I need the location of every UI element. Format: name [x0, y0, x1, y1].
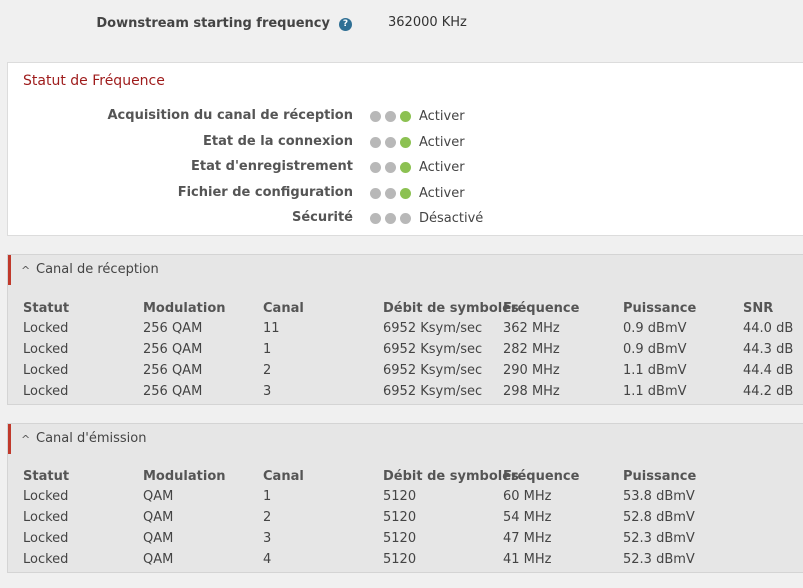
table-cell: 53.8 dBmV	[623, 489, 695, 504]
col-header-power: Puissance	[623, 301, 697, 316]
table-cell: 4	[263, 552, 272, 567]
frequency-status-title: Statut de Fréquence	[23, 73, 165, 89]
col-header-frequency: Fréquence	[503, 301, 580, 316]
status-dot-active-icon	[400, 162, 411, 173]
col-header-power: Puissance	[623, 469, 697, 484]
table-cell: QAM	[143, 489, 174, 504]
status-dot-active-icon	[400, 111, 411, 122]
table-cell: 11	[263, 321, 280, 336]
downstream-panel-header[interactable]	[8, 255, 803, 285]
table-cell: 256 QAM	[143, 384, 203, 399]
col-header-channel: Canal	[263, 301, 304, 316]
table-cell: 1.1 dBmV	[623, 363, 687, 378]
chevron-up-icon[interactable]: ^	[21, 264, 31, 277]
table-cell: 5120	[383, 489, 417, 504]
status-dot-active-icon	[400, 137, 411, 148]
status-label: Fichier de configuration	[177, 185, 353, 200]
table-cell: 52.3 dBmV	[623, 552, 695, 567]
status-label: Acquisition du canal de réception	[107, 108, 353, 123]
table-cell: 298 MHz	[503, 384, 560, 399]
status-dot-icon	[370, 188, 381, 199]
status-row-security	[8, 208, 798, 228]
status-value: Activer	[419, 135, 465, 150]
table-cell: Locked	[23, 510, 69, 525]
status-dot-icon	[400, 213, 411, 224]
col-header-status: Statut	[23, 301, 70, 316]
status-value: Désactivé	[419, 211, 484, 226]
table-cell: 1	[263, 342, 272, 357]
table-cell: 290 MHz	[503, 363, 560, 378]
status-row-connection	[8, 132, 798, 152]
status-dot-icon	[385, 188, 396, 199]
table-cell: 6952 Ksym/sec	[383, 321, 483, 336]
table-cell: 5120	[383, 552, 417, 567]
status-dot-icon	[385, 213, 396, 224]
status-value: Activer	[419, 160, 465, 175]
col-header-status: Statut	[23, 469, 70, 484]
table-cell: 60 MHz	[503, 489, 552, 504]
table-cell: 0.9 dBmV	[623, 342, 687, 357]
status-dot-icon	[370, 213, 381, 224]
table-cell: Locked	[23, 321, 69, 336]
help-icon[interactable]: ?	[339, 18, 352, 31]
status-dot-icon	[370, 111, 381, 122]
table-cell: Locked	[23, 363, 69, 378]
table-cell: 44.3 dB	[743, 342, 794, 357]
status-label: Sécurité	[291, 210, 353, 225]
status-label: Etat de la connexion	[202, 134, 353, 149]
table-cell: QAM	[143, 510, 174, 525]
table-cell: 2	[263, 510, 272, 525]
table-cell: 44.2 dB	[743, 384, 794, 399]
table-cell: 54 MHz	[503, 510, 552, 525]
status-value: Activer	[419, 109, 465, 124]
downstream-frequency-row	[0, 0, 803, 46]
table-cell: 6952 Ksym/sec	[383, 342, 483, 357]
chevron-up-icon[interactable]: ^	[21, 433, 31, 446]
table-cell: 2	[263, 363, 272, 378]
table-cell: 1.1 dBmV	[623, 384, 687, 399]
upstream-panel-title: Canal d'émission	[36, 431, 147, 446]
status-row-registration	[8, 157, 798, 177]
table-cell: 5120	[383, 510, 417, 525]
table-cell: QAM	[143, 552, 174, 567]
table-cell: 3	[263, 384, 272, 399]
status-row-acquisition	[8, 106, 798, 126]
col-header-snr: SNR	[743, 301, 774, 316]
table-cell: Locked	[23, 342, 69, 357]
frequency-status-panel	[7, 62, 803, 236]
table-cell: 256 QAM	[143, 342, 203, 357]
upstream-panel-header[interactable]	[8, 424, 803, 454]
status-label: Etat d'enregistrement	[191, 159, 353, 174]
table-cell: 362 MHz	[503, 321, 560, 336]
downstream-frequency-label: Downstream starting frequency	[96, 16, 330, 31]
table-cell: QAM	[143, 531, 174, 546]
status-dot-icon	[385, 137, 396, 148]
col-header-modulation: Modulation	[143, 469, 226, 484]
status-dot-icon	[385, 111, 396, 122]
table-cell: Locked	[23, 552, 69, 567]
col-header-modulation: Modulation	[143, 301, 226, 316]
table-cell: 5120	[383, 531, 417, 546]
table-cell: 52.3 dBmV	[623, 531, 695, 546]
status-row-config-file	[8, 183, 798, 203]
table-cell: 3	[263, 531, 272, 546]
upstream-channel-panel	[7, 423, 803, 573]
table-cell: 52.8 dBmV	[623, 510, 695, 525]
status-dot-icon	[370, 162, 381, 173]
status-dot-active-icon	[400, 188, 411, 199]
col-header-symbol-rate: Débit de symboles	[383, 469, 519, 484]
status-value: Activer	[419, 186, 465, 201]
status-dot-icon	[370, 137, 381, 148]
table-cell: 256 QAM	[143, 321, 203, 336]
table-cell: Locked	[23, 531, 69, 546]
table-cell: 282 MHz	[503, 342, 560, 357]
table-cell: 0.9 dBmV	[623, 321, 687, 336]
downstream-channel-panel	[7, 254, 803, 405]
table-cell: 6952 Ksym/sec	[383, 363, 483, 378]
downstream-frequency-value: 362000 KHz	[388, 15, 467, 30]
status-dot-icon	[385, 162, 396, 173]
table-cell: 6952 Ksym/sec	[383, 384, 483, 399]
table-cell: 47 MHz	[503, 531, 552, 546]
col-header-symbol-rate: Débit de symboles	[383, 301, 519, 316]
table-cell: 1	[263, 489, 272, 504]
downstream-panel-title: Canal de réception	[36, 262, 159, 277]
table-cell: 44.4 dB	[743, 363, 794, 378]
col-header-channel: Canal	[263, 469, 304, 484]
col-header-frequency: Fréquence	[503, 469, 580, 484]
table-cell: 44.0 dB	[743, 321, 794, 336]
table-cell: 41 MHz	[503, 552, 552, 567]
table-cell: Locked	[23, 489, 69, 504]
table-cell: 256 QAM	[143, 363, 203, 378]
table-cell: Locked	[23, 384, 69, 399]
